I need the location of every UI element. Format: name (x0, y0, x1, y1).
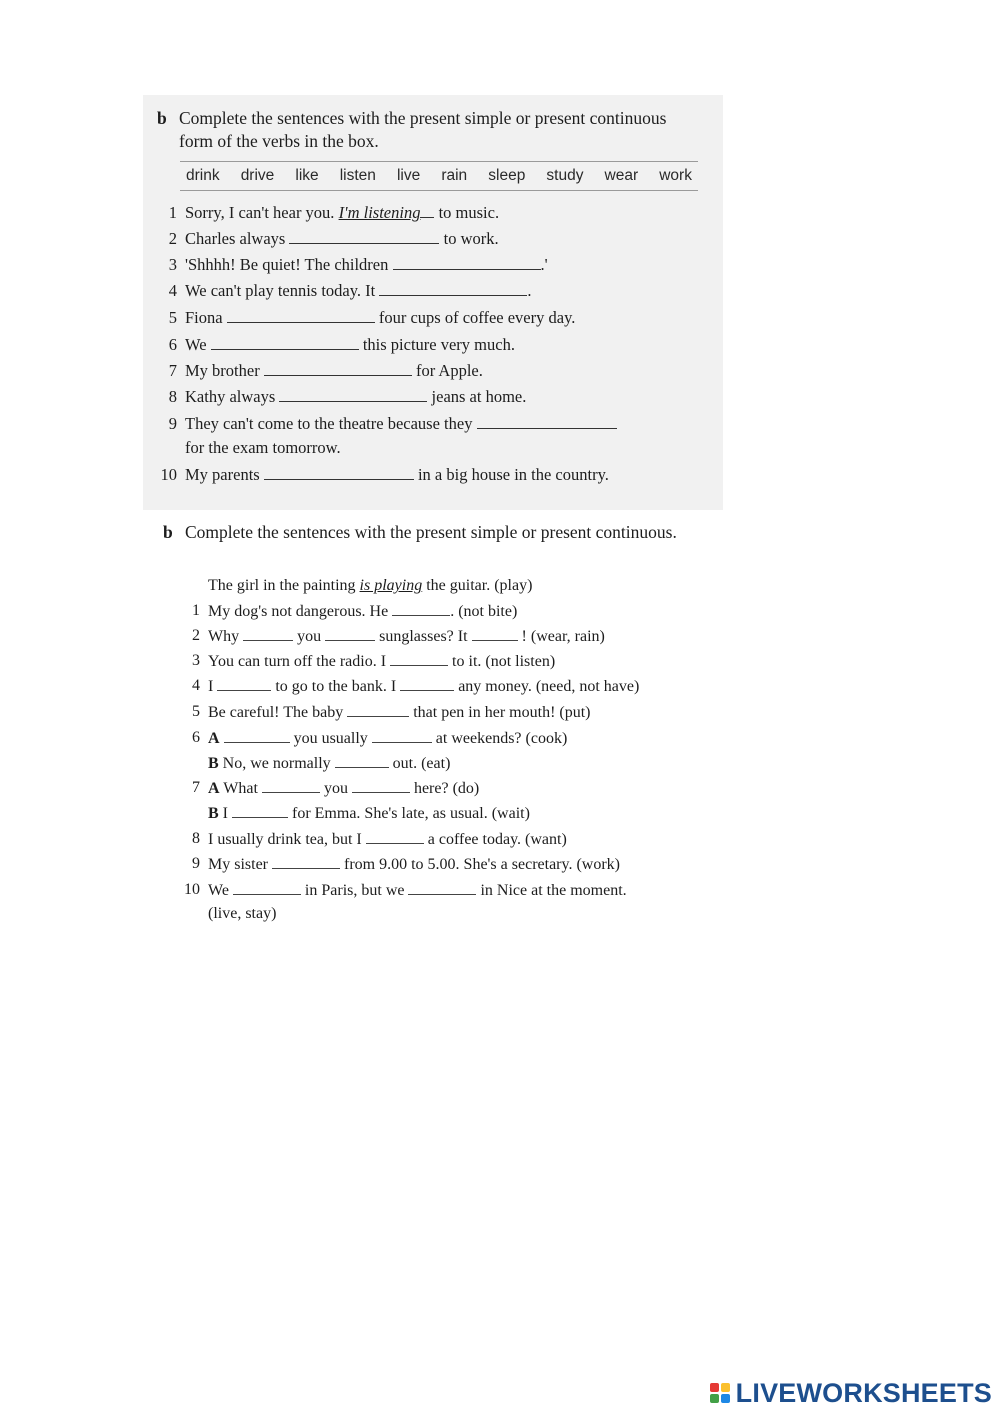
logo-square (710, 1383, 719, 1392)
item-number: 6 (192, 729, 200, 746)
word-box-item: drink (186, 167, 220, 184)
item-number: 7 (192, 779, 200, 796)
sentence-text: I usually drink tea, but I (208, 831, 362, 848)
sentence-text: ! (wear, rain) (521, 628, 605, 645)
sentence-text: to music. (438, 203, 500, 222)
sentence-text: My brother (185, 361, 260, 380)
sentence-text: for Apple. (415, 361, 483, 380)
sentence-text: The girl in the painting (208, 577, 356, 594)
exercise-instruction: Complete the sentences with the present simple or present continuous. (185, 522, 677, 542)
answer-blank[interactable] (408, 879, 476, 895)
answer-blank[interactable] (217, 675, 271, 691)
sentence-continuation: for the exam tomorrow. (185, 438, 341, 457)
sentence-text: I (222, 805, 228, 822)
sentence-text: Be careful! The baby (208, 704, 344, 721)
item-number: 8 (168, 387, 177, 406)
answer-blank[interactable] (352, 777, 410, 793)
item-number: 1 (168, 203, 177, 222)
answer-blank[interactable] (211, 334, 359, 350)
answer-blank[interactable] (335, 752, 389, 768)
answer-blank[interactable] (393, 254, 541, 270)
sentence-text: My parents (185, 465, 260, 484)
answer-blank[interactable] (279, 386, 427, 402)
answer-blank[interactable] (289, 228, 439, 244)
answer-blank[interactable] (379, 280, 527, 296)
item-number: 7 (168, 361, 177, 380)
answer-blank[interactable] (272, 853, 340, 869)
sentence-text: you (323, 780, 348, 797)
example-answer: is playing (359, 577, 423, 594)
sentence-text: out. (eat) (392, 755, 451, 772)
sentence-text: here? (do) (413, 780, 480, 797)
answer-blank[interactable] (366, 828, 424, 844)
speaker-label: A (208, 780, 220, 797)
answer-blank[interactable] (264, 360, 412, 376)
sentence-text: you usually (293, 730, 368, 747)
sentence-text: at weekends? (cook) (435, 730, 568, 747)
logo-brand-text: LIVEWORKSHEETS (735, 1377, 992, 1408)
speaker-label: B (208, 755, 219, 772)
logo-square (721, 1394, 730, 1403)
sentence-text: in a big house in the country. (417, 465, 609, 484)
logo-square (710, 1394, 719, 1403)
sentence-text: sunglasses? It (379, 628, 468, 645)
answer-blank[interactable] (325, 625, 375, 641)
item-number: 8 (192, 830, 200, 847)
verb-hint: (play) (494, 577, 533, 594)
sentence-text: They can't come to the theatre because they (185, 414, 473, 433)
sentence-text: in Paris, but we (304, 882, 405, 899)
sentence-text: to it. (not listen) (452, 653, 556, 670)
answer-blank[interactable] (347, 701, 409, 717)
example-answer: I'm listening (338, 203, 421, 222)
sentence-text: 'Shhhh! Be quiet! The children (185, 255, 389, 274)
logo-mark-icon (710, 1383, 730, 1403)
sentence-text: . (527, 281, 532, 300)
sentence-text: a coffee today. (want) (427, 831, 567, 848)
answer-blank[interactable] (390, 650, 448, 666)
answer-blank[interactable] (233, 879, 301, 895)
item-number: 9 (192, 855, 200, 872)
word-box-item: live (396, 167, 421, 184)
word-box-item: wear (604, 167, 639, 184)
sentence-text: in Nice at the moment. (480, 882, 627, 899)
sentence-text: you (297, 628, 322, 645)
sentence-text: jeans at home. (431, 387, 527, 406)
logo-square (721, 1383, 730, 1392)
speaker-label: B (208, 805, 219, 822)
word-box (180, 161, 698, 191)
answer-blank[interactable] (227, 307, 375, 323)
item-number: 5 (168, 308, 177, 327)
exercise-2-panel (160, 520, 740, 940)
sentence-text: Fiona (185, 308, 223, 327)
sentence-text: from 9.00 to 5.00. She's a secretary. (work) (344, 856, 620, 873)
sentence-text: to work. (443, 229, 499, 248)
sentence-text: four cups of coffee every day. (378, 308, 576, 327)
exercise-instruction: Complete the sentences with the present simple or present continuous form of the verbs in the box. (179, 108, 667, 151)
item-number: 2 (192, 627, 200, 644)
item-number: 4 (168, 281, 177, 300)
word-box-item: sleep (488, 167, 526, 184)
sentence-text: My sister (208, 856, 268, 873)
word-box-item: rain (441, 167, 468, 184)
item-number: 3 (192, 652, 200, 669)
sentence-text: the guitar. (426, 577, 491, 594)
sentence-text: Why (208, 628, 240, 645)
answer-blank[interactable] (264, 464, 414, 480)
sentence-text: for Emma. She's late, as usual. (wait) (292, 805, 530, 822)
sentence-text: . (not bite) (450, 603, 518, 620)
sentence-text: Charles always (185, 229, 286, 248)
sentence-text: Kathy always (185, 387, 276, 406)
answer-blank[interactable] (224, 727, 290, 743)
sentence-text: I (208, 678, 214, 695)
answer-blank[interactable] (262, 777, 320, 793)
speaker-label: A (208, 730, 220, 747)
sentence-continuation: (live, stay) (208, 905, 277, 922)
answer-blank[interactable] (477, 413, 617, 429)
item-number: 4 (192, 677, 200, 694)
exercise-letter: b (157, 108, 167, 128)
sentence-text: We (185, 335, 207, 354)
sentence-text: You can turn off the radio. I (208, 653, 387, 670)
sentence-text: What (223, 780, 258, 797)
item-number: 9 (168, 414, 177, 433)
sentence-text: that pen in her mouth! (put) (413, 704, 591, 721)
exercise-letter: b (163, 522, 173, 542)
answer-blank[interactable] (392, 600, 450, 616)
sentence-text: Sorry, I can't hear you. (185, 203, 335, 222)
item-number: 10 (184, 881, 200, 898)
sentence-text: My dog's not dangerous. He (208, 603, 389, 620)
item-number: 5 (192, 703, 200, 720)
answer-blank[interactable] (243, 625, 293, 641)
sentence-text: any money. (need, not have) (458, 678, 640, 695)
answer-blank[interactable] (400, 675, 454, 691)
sentence-text: .' (540, 255, 548, 274)
word-box-item: drive (240, 167, 275, 184)
sentence-text: this picture very much. (362, 335, 515, 354)
word-box-item: study (546, 167, 584, 184)
answer-blank[interactable] (372, 727, 432, 743)
answer-blank[interactable] (420, 202, 434, 218)
item-number: 6 (168, 335, 177, 354)
sentence-text: We can't play tennis today. It (185, 281, 376, 300)
word-box-item: like (295, 167, 319, 184)
word-box-item: work (659, 167, 692, 184)
answer-blank[interactable] (232, 802, 288, 818)
item-number: 3 (168, 255, 177, 274)
item-number: 1 (192, 602, 200, 619)
exercise-1-panel (143, 95, 723, 510)
answer-blank[interactable] (472, 625, 518, 641)
item-number: 2 (168, 229, 177, 248)
liveworksheets-logo[interactable] (710, 1377, 992, 1409)
sentence-text: We (208, 882, 229, 899)
word-box-item: listen (339, 167, 376, 184)
sentence-text: No, we normally (222, 755, 331, 772)
item-number: 10 (160, 465, 177, 484)
sentence-text: to go to the bank. I (275, 678, 397, 695)
